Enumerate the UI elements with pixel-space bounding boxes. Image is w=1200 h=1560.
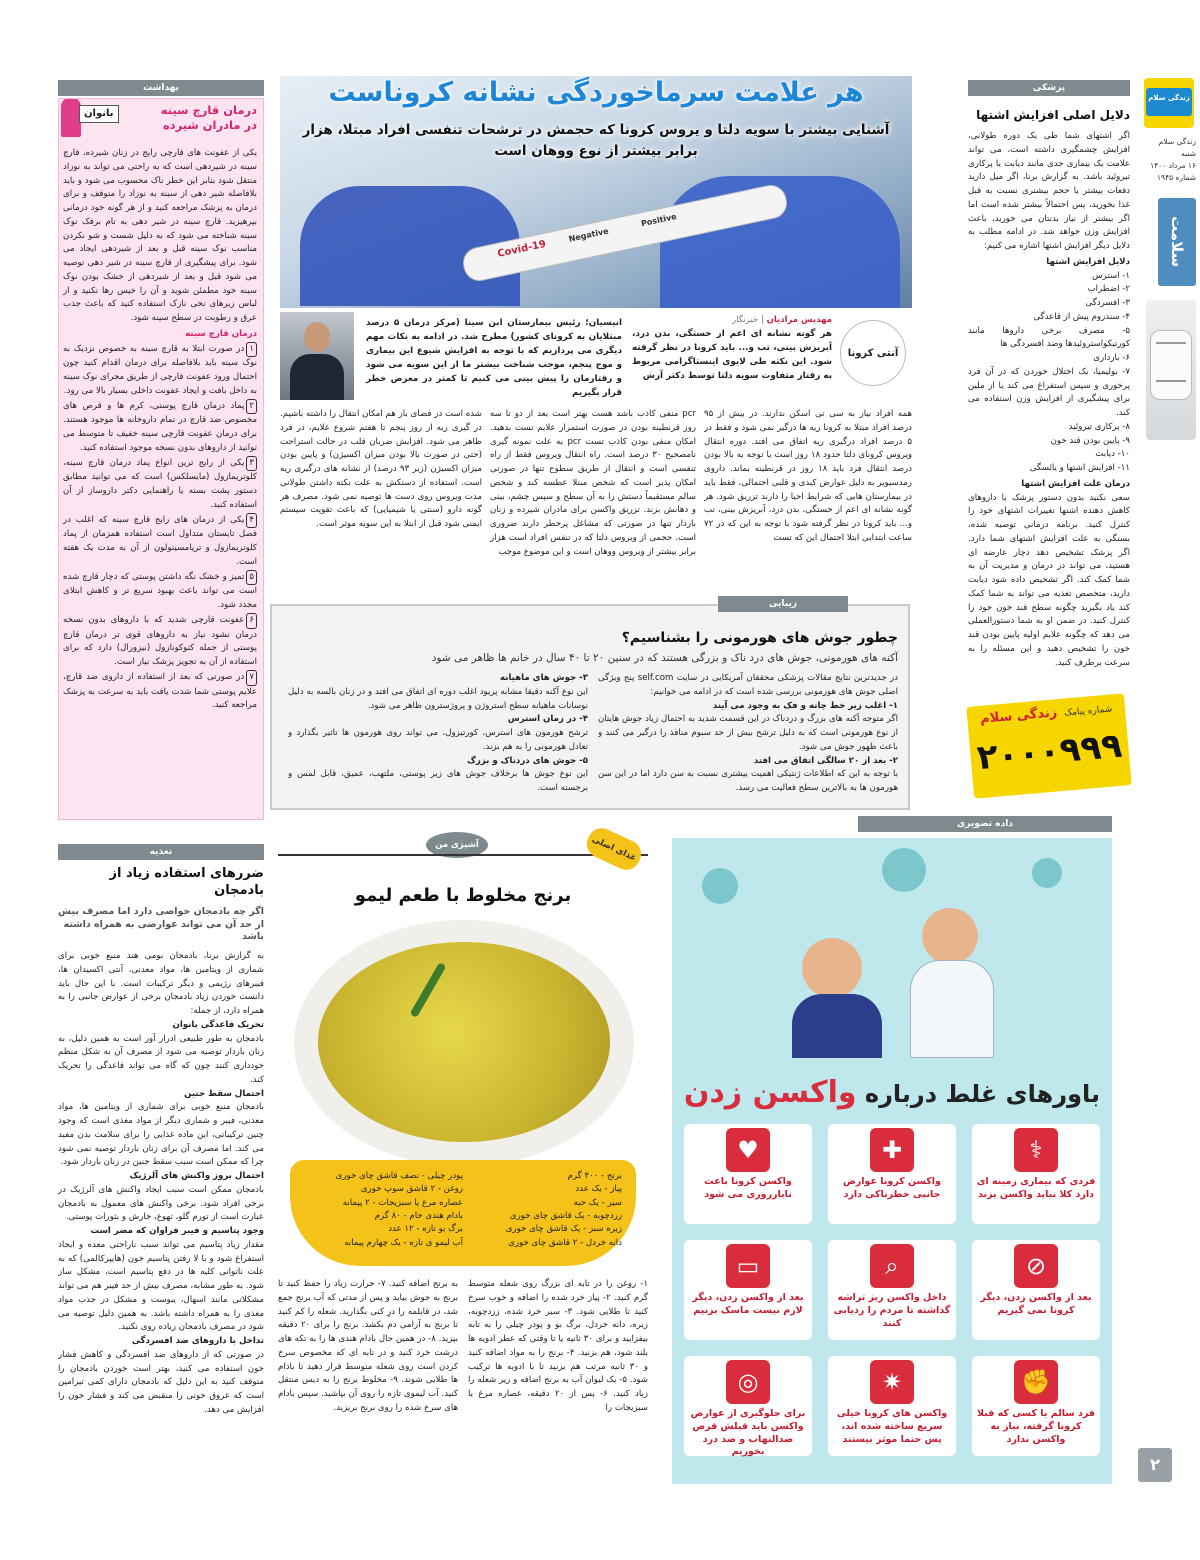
cause-item: ۵- مصرف برخی داروها مانند کورتیکواستروئیدها وضد افسردگی ها xyxy=(968,325,1130,350)
myth-card: ♥ واکسن کرونا باعث نابارروری می شود xyxy=(684,1124,812,1224)
ingredient: پودر چیلی - نصف قاشق چای خوری xyxy=(335,1171,463,1181)
myth-card: ⌕ داخل واکسن ریز تراشه گذاشته تا مردم را ردیابی کنند xyxy=(828,1240,956,1340)
ingredient: سیر - یک حبه xyxy=(573,1197,622,1208)
ingredients-box xyxy=(290,1160,636,1266)
infographic-title-a: باورهای غلط درباره xyxy=(864,1080,1101,1108)
nutrition-title: ضررهای استفاده زیاد از بادمجان xyxy=(109,866,264,898)
myth-icon: ◎ xyxy=(726,1360,770,1404)
women-badge: بانوان xyxy=(79,105,119,123)
food-title: برنج مخلوط با طعم لیمو xyxy=(354,885,572,906)
women-item: ۷در صورتی که بعد از استفاده از داروی ضد قارچ، علایم پوستی شما شدت یافت باید به سرعت به پزشک مراجعه کنید. xyxy=(63,671,257,711)
cause-item: ۴- سندروم پیش از قاعدگی xyxy=(1033,311,1130,322)
myth-card: ✊ فرد سالم یا کسی که قبلا کرونا گرفته، نیاز به واکسن ندارد xyxy=(972,1356,1100,1456)
corona-subhead: آشنایی بیشتر با سویه دلتا و یروس کرونا که حجمش در ترشحات تنفسی افراد مبتلا، هزار برابر بیشتر از نوع ووهان است xyxy=(302,122,890,159)
tube-positive: Positive xyxy=(640,212,678,229)
infographic-title-b: واکسن زدن xyxy=(683,1075,857,1110)
ad-number: ۲۰۰۰۹۹۹ xyxy=(975,725,1124,779)
mask-photo xyxy=(1146,300,1196,440)
women-intro: یکی از عفونت های قارچی رایج در زنان شیرده، قارچ سینه در شیردهی است که به راحتی می تواند به نوزاد منتقل شود بنابر این خطر ناک محسوب می شود و باید بلافاصله شیر دهی از سینه به نوزاد را متوقف و برای درمان به پزشک مراجعه کنید و از هر گونه خود درمانی بپرهیزید. قارچ سینه در شیر دهی به نام برفک نوک سینه شناخته می شود که به دلیل شست و شو نکردن مناسب نوک سینه قبل و بعد از شیردهی ایجاد می شود. برای پیشگیری از قارچ سینه در شیر دهی توصیه می شود قبل و بعد از شیردهی از خشک بودن نوک سینه خود مطمئن شوید و آن را خیس رها نکنید و از لباس زیرهای نخی نازک استفاده کنید که باعث جذب عرق و رطوبت در سطح سینه شود. xyxy=(63,148,257,323)
cause-item: ۹- پایین بودن قند خون xyxy=(1050,435,1130,446)
cause-item: ۱۱- افزایش اشتها و یائسگی xyxy=(1029,463,1130,473)
women-title: درمان قارچ سینه در مادران شیرده xyxy=(160,103,257,132)
ingredient: برگ بو تازه - ۱۲ عدد xyxy=(388,1224,463,1235)
tube-label: Covid-19 xyxy=(496,238,548,260)
women-item: ۵تمیز و خشک نگه داشتن پوستی که دچار قارچ شده است می تواند باعث بهبود سریع تر و کاهش ابتلای مجدد شود. xyxy=(63,571,257,610)
myth-icon: ✚ xyxy=(870,1128,914,1172)
doctor-illustration xyxy=(792,898,1012,1058)
issue-info: زندگی سلام شنبه ۱۶ مرداد ۱۴۰۰ شماره ۱۹۴۵ xyxy=(1150,137,1196,182)
myth-icon: ⌕ xyxy=(870,1244,914,1288)
causes-title: دلایل افزایش اشتها xyxy=(1046,256,1130,267)
treatment-text: سعی نکنید بدون دستور پزشک یا داروهای کاهش دهنده اشتها تغییرات اشتهای خود را کنترل کنید. برنامه درمانی توصیه شده، بستگی به علت افزایش اشتهای شما دارد. اگر پزشک تشخیص دهد دچار عارضه ای هستید، می تواند در درمان و مدیریت آن به شما کمک کند. اگر تشخیص داده شود دیابت دارید، متخصص تغذیه می تواند به شما کمک کند یاد بگیرید چگونه سطح قند خون خود را کنترل کنید. در ضمن او به شما دستورالعملی می دهد که چگونه علایم اولیه پایین بودن قند خون را تشخیص دهید و این مسئله را به سرعت برطرف کنید. xyxy=(968,492,1130,668)
women-item: ۲پماد درمان قارچ پوستی، کرم ها و قرص های مخصوص ضد قارچ در تمام داروخانه ها موجود هستند. برای درمان عفونت قارچی سینه خفیف تا متوسط می توانید از داروهای بدون نسخه موجود استفاده کنید. xyxy=(63,400,257,453)
cause-item: ۱- استرس xyxy=(1092,270,1130,281)
myth-icon: ♥ xyxy=(726,1128,770,1172)
beauty-subtitle: آکنه های هورمونی، جوش های درد ناک و بزرگی هستند که در سنین ۲۰ تا ۴۰ سال در خانم ها ظاهر می شود xyxy=(431,652,898,664)
food-section xyxy=(278,830,648,1490)
recipe-step-1: ۱- روغن را در تابه ای بزرگ روی شعله متوسط گرم کنید. ۲- پیاز خرد شده را اضافه و خوب سرخ کنید تا طلایی شود. ۳- سیر خرد شده، زردچوبه، زیره، دانه خردل، برگ بو و پودر چیلی را به تابه بیفزایید و برای ۳۰ ثانیه یا تا وقتی که عطر ادویه ها بلند شود، هم بزنید. ۴- برنج را به مواد اضافه کنید و ۳۰ ثانیه مرتب هم بزنید تا با ادویه ها ترکیب شود. ۵- یک لیوان آب به برنج اضافه و زیر شعله را زیاد کنید. ۶- پس از ۲۰ دقیقه، عصاره مرغ یا سبزیجات را xyxy=(468,1279,648,1413)
nutrition-subtitle: اگر چه بادمجان خواصی دارد اما مصرف بیش از حد آن می تواند عوارضی به همراه داشته باشد xyxy=(58,905,264,943)
myth-icon: ✷ xyxy=(870,1360,914,1404)
ingredient: زیره سبز - یک قاشق چای خوری xyxy=(505,1224,622,1235)
rice-photo xyxy=(294,920,634,1166)
ingredient: آب لیمو ی تازه - یک چهارم پیمانه xyxy=(344,1237,463,1248)
nutrition-heading: تداخل با داروهای ضد افسردگی xyxy=(131,1336,264,1347)
infographic xyxy=(672,838,1112,1484)
section-tab-beauty: زیبایی xyxy=(718,596,848,612)
ingredient: زردچوبه - یک قاشق چای خوری xyxy=(509,1210,622,1221)
cause-item: ۲- اضطراب xyxy=(1087,284,1130,295)
food-badge: غذای اصلی xyxy=(582,824,645,875)
myth-card: ◎ برای جلوگیری از عوارض واکسن باید قبلش قرص ضدالتهاب و ضد درد بخوریم xyxy=(684,1356,812,1456)
beauty-paragraph: اگر متوجه آکنه های بزرگ و دردناک در این قسمت شدید به احتمال زیاد جوش هایتان از نوع هورمونی است که به دلیل ترشح بیش از حد سبوم منافذ را درگیر می کنند و باعث ظهور جوش می شود. xyxy=(598,714,898,752)
ingredient: پیاز - یک عدد xyxy=(575,1184,622,1195)
cause-item: ۱۰- دیابت xyxy=(1095,449,1130,460)
page-number: ۲ xyxy=(1138,1448,1172,1482)
cause-item: ۶- بارداری xyxy=(1093,353,1130,363)
ingredient: بادام هندی خام - ۸۰ گرم xyxy=(374,1210,463,1221)
myth-card: ✷ واکسن های کرونا خیلی سریع ساخته شده اند، پس حتما موثر نیستند xyxy=(828,1356,956,1456)
nutrition-paragraph: بادمجان منبع خوبی برای شماری از ویتامین ها، مواد معدنی، فیبر و شماری دیگر از مواد مغذی است که وجود چنین ترکیباتی، این ماده غذایی را برای سلامت بدن مفید می کند. اما مصرف آن برای زنان باردار توصیه نمی شود چرا که ممکن است سبب سقط جنین در زنان باردار شود. xyxy=(58,1102,264,1168)
ingredient: برنج - ۴۰۰ گرم xyxy=(567,1171,622,1181)
section-tab-medical: پزشکی xyxy=(968,80,1130,96)
women-item: ۴یکی از درمان های رایج قارچ سینه که اغلب در فصل تابستان متداول است استفاده همزمان از پماد کلوتریمازول و تریامسینولون از آن به مدت یک هفته است. xyxy=(63,514,257,567)
recipe-step-2: به برنج اضافه کنید. ۷- حرارت زیاد را حفظ کنید تا برنج به جوش بیاید و پس از مدتی که آب برنج جمع شد، در قابلمه را درِ کنی بگذارید. شعله را کم کنید تا برنج به آرامی دم بکشد. برنج را برای ۲۰ دقیقه بپزید. ۸- در همین حال بادام هندی ها را به تکه های درشت خرد کنید و در تابه ای که مخصوص سرخ کردن است روی شعله متوسط قرار دهید تا بادام ها طلایی شوند. ۹- مخلوط برنج را به دیس منتقل کنید. آب لیموی تازه را روی آن بپاشید. سپس بادام های سرخ شده را روی برنج بریزید. xyxy=(278,1279,458,1413)
myth-icon: ⊘ xyxy=(1014,1244,1058,1288)
women-item: ۶عفونت قارچی شدید که با داروهای بدون نسخه درمان نشود نیاز به داروهای قوی تر درمان قارچ پوستی از جمله کتوکونازول (نیزورال) دارد که برای استفاده از آن به تجویز پزشک نیاز است. xyxy=(63,614,257,667)
sms-ad xyxy=(966,693,1131,798)
beauty-intro: در جدیدترین نتایج مقالات پزشکی محققان آمریکایی در سایت self.com پنج ویژگی اصلی جوش های هورمونی بررسی شده است که در ادامه می خوانیم: xyxy=(598,673,898,697)
nutrition-heading: احتمال سقط جنین xyxy=(184,1088,264,1099)
corona-col-1: همه افراد نیاز به سی تی اسکن ندارند. در بیش از ۹۵ درصد افراد مبتلا به کرونا ریه ها درگیر نمی شود و فقط در ۵ درصد افراد درگیری ریه اتفاق می افتد. دوره انتقال ویروس کرونای دلتا حدود ۱۸ روز است یا توجه به بالا بودن درصد انتقال فرد باید ۱۸ روز در قرنطینه بماند. داروی رمدسیویر به دلیل عوارض کبدی و قلبی احتمالی، فقط باید در بیمارستان هایی که شرایط احیا را دارند تزریق شود. هر گونه نشانه ای اعم از خستگی، بدن درد، آبریزش بینی، تب و... باید کرونا در نظر گرفته شود با توجه به این که در ۷۲ ساعت ابتدایی ابتلا احتمال این که تست xyxy=(704,409,912,543)
nutrition-heading: احتمال بروز واکنش های آلرژیک xyxy=(129,1171,264,1182)
myth-card: ▭ بعد از واکسن زدن، دیگر لازم نیست ماسک بزنیم xyxy=(684,1240,812,1340)
nutrition-heading: تحریک قاعدگی بانوان xyxy=(172,1019,264,1030)
beauty-paragraph: این نوع جوش ها برخلاف جوش های زیر پوستی، ملتهب، عمیق، قابل لمس و برجسته است. xyxy=(288,769,588,793)
beauty-paragraph: ترشح هورمون های استرس، کورتیزول، می تواند روی هورمون ها تاثیر بگذارد و تعادل هورمونی را به هم بزند. xyxy=(288,728,588,752)
corona-col-3: شده است در فضای باز هم امکان انتقال را داشته باشیم. در گیری ریه از روز پنجم تا هفتم شروع علایم، در فرد ظاهر می شود. افزایش ضربان قلب در حالت استراحت (حتی در صورت بالا بودن میزان اکسیژن) و پایین بودن میزان اکسیژن (زیر ۹۳ درصد) از نشانه های درگیری ریه است. استفاده از دستکش به علت نکته داشتن طولانی مدت ویروس روی دست ها توصیه نمی شود. مصرف هر گونه دارو (سنتی یا شیمیایی) که باعث تقویت سیستم ایمنی شود قبل از ابتلا به این سویه موثر است. xyxy=(280,409,482,529)
nutrition-paragraph: مقدار زیاد پتاسیم می تواند سبب ناراحتی معده و ایجاد استفراغ شود و با لا رفتن پتاسیم خون (هایپرکالمی) که به علت ناتوانی کلیه ها در دفع پتاسیم است، مشکل ساز شود. به طور مشابه، مصرف بیش از حد فیبر هم می تواند مشکلاتی مانند اسهال، یبوست و مشکل در جذب مواد مغذی را به همراه داشته باشد. به همین دلیل توصیه می شود در مصرف بادمجان زیاده روی نکنید. xyxy=(58,1239,264,1333)
ad-brand: زندگی سلام xyxy=(979,705,1058,727)
ingredient: روغن - ۲ قاشق سوپ خوری xyxy=(360,1184,463,1195)
logo: زندگی سلام xyxy=(1144,78,1194,128)
medical-intro: اگر اشتهای شما طی یک دوره طولانی، افزایش چشمگیری داشته است، می تواند علامت یک بیماری جدی مانند دیابت یا پرکاری تیروئید باشد. به گزارش برنا، اگر میل دارید دفعات بیشتر یا حجم بیشتری نسبت به قبل غذا بخورید، پس احتمالاً بیشتر شده است اما اگر بیشتر از نیاز بدنتان می خورید، باعث افزایش وزن خواهد شد. در ادامه مطلب به دلایل دیگر افزایش اشتها اشاره می کنیم: xyxy=(968,131,1130,251)
section-tab-hygiene: بهداشت xyxy=(58,80,264,96)
corona-info-row: آنتی کرونا مهدیس مرادیان | خبرنگار هر گونه نشانه ای اعم از خستگی، بدن درد، آبریزش بینی، تب و... باید کرونا در نظر گرفته شود. این نکته طی لایوی اینستاگرامی مربوط به رفتار متفاوت سویه دلتا توسط دکتر آرش انیسیان؛ رئیس بیمارستان ابن سینا (مرکز درمان ۵ درصد مبتلایان به کرونای کشور) مطرح شد. در ادامه به نکات مهم دیگری می پردازیم که با توجه به افزایش شیوع این بیماری و موج پنجم، موجب شناخت بیشتر ما از این سویه می شود و رفتارمان را پیش بینی می کنیم تا کمتر در معرض خطر قرار بگیریم xyxy=(280,312,912,402)
nutrition-section xyxy=(58,866,264,1486)
food-tab: آشپزی من xyxy=(426,832,488,858)
nutrition-paragraph: در صورتی که از داروهای ضد افسردگی و کاهش فشار خون استفاده می کنید، بهتر است خوردن بادمجان را متوقف کنید به این دلیل که بادمجان دارای کمی تیرامین است که عروق خونی را منقبض می کند و فشار خون را افزایش می دهد. xyxy=(58,1349,264,1415)
treatment-title: درمان علت افزایش اشتها xyxy=(1021,478,1130,489)
cause-item: ۳- افسردگی xyxy=(1085,298,1130,308)
author-name: مهدیس مرادیان xyxy=(766,315,832,325)
ingredient: دانه خردل - ۲ قاشق چای خوری xyxy=(508,1237,622,1248)
nutrition-heading: وجود پتاسیم و فیبر فراوان که مضر است xyxy=(90,1226,264,1237)
corona-col-2: pcr منفی کاذب باشد هست بهتر است بعد از دو تا سه روز قرنطینه بودن در صورت استمرار علایم تست بدهید. امکان منفی بودن کاذب تست pcr به علت نمونه گیری نامصحیح ۳۰ درصد است. راه انتقال ویروس فقط از راه تنفسی است و انتقال از طریق سطوح تنها در صورتی امکان پذیر است که شخص مبتلا عطسه کند و شخص سالم مستقیماً دستش را به آن سطح و سپس چشم، بینی و دهانش بزند. تزریق واکسن برای مادران شیرده و زنان باردار تنها در صورتی که مشاغل پرخطر دارند ضروری است. حجمی از ویروس دلتا که در تنفس افراد است هزار برابر بیشتر از ویروس ووهان است و این موضوع موجب xyxy=(490,409,696,557)
women-treatment-title: درمان قارچ سینه xyxy=(185,328,257,339)
myth-card: ⚕ فردی که بیماری زمینه ای دارد کلا نباید واکسن بزند xyxy=(972,1124,1100,1224)
corona-badge: آنتی کرونا xyxy=(840,320,906,386)
cause-item: ۸- پرکاری تیروئید xyxy=(1068,421,1130,432)
beauty-paragraph: با توجه به این که اطلاعات ژنتیکی اهمیت بیشتری نسبت به سن دارد اما در این سن هورمون ها به بالاترین سطح فعالیت می رسد. xyxy=(598,769,898,793)
beauty-heading: ۱- اغلب زیر خط چانه و فک به وجود می آیند xyxy=(712,700,898,711)
nutrition-paragraph: بادمجان ممکن است سبب ایجاد واکنش های آلرژیک در برخی افراد شود. برخی واکنش های معمول به بادمجان عبارت است از تورم گلو، تهوع، خارش و بثورات پوستی. xyxy=(58,1184,264,1223)
nutrition-intro: به گزارش برنا، بادمجان بومی هند منبع خوبی برای شماری از ویتامین ها، مواد معدنی، آنتی اکسیدان ها، فیبرهای رژیمی و دیگر ترکیبات است. با این حال باید دانست خوردن زیاد بادمجان برخی از عوارض جانبی را به همراه دارد، از جمله: xyxy=(58,951,264,1017)
author-role: خبرنگار xyxy=(732,315,759,325)
ingredient: عصاره مرغ یا سبزیجات - ۲ پیمانه xyxy=(342,1197,463,1208)
beauty-heading: ۳- جوش های ماهیانه xyxy=(500,673,588,683)
women-item: ۳یکی از رایج ترین انواع پماد درمان قارچ سینه، کلوتریمازول (مایسلکس) است که می توانید مطابق دستور پشت بسته یا راهنمایی دکتر داروساز از آن استفاده کنید. xyxy=(63,457,257,510)
tube-negative: Negative xyxy=(567,226,610,244)
women-icon-badge xyxy=(58,98,131,141)
myth-card: ✚ واکسن کرونا عوارض جانبی خطرناکی دارد xyxy=(828,1124,956,1224)
corona-lead: هر گونه نشانه ای اعم از خستگی، بدن درد، آبریزش بینی، تب و... باید کرونا در نظر گرفته شود. این نکته طی لایوی اینستاگرامی مربوط به رفتار متفاوت سویه دلتا توسط دکتر آرش xyxy=(632,329,832,382)
myth-icon: ✊ xyxy=(1014,1360,1058,1404)
beauty-title: چطور جوش های هورمونی را بشناسیم؟ xyxy=(621,630,898,646)
myth-card: ⊘ بعد از واکسن زدن، دیگر کرونا نمی گیریم xyxy=(972,1240,1100,1340)
beauty-heading: ۵- جوش های دردناک و بزرگ xyxy=(467,755,588,766)
beauty-heading: ۴- در زمان استرس xyxy=(507,714,588,725)
myth-icon: ⚕ xyxy=(1014,1128,1058,1172)
myth-icon: ▭ xyxy=(726,1244,770,1288)
medical-title: دلایل اصلی افزایش اشتها xyxy=(976,108,1130,122)
women-section xyxy=(58,98,264,820)
cause-item: ۷- بولیمیا، یک اختلال خوردن که در آن فرد پرخوری و سپس استفراغ می کند یا از ملین برای پیشگیری از افزایش وزن استفاده می کند. xyxy=(968,366,1130,418)
corona-bio: انیسیان؛ رئیس بیمارستان ابن سینا (مرکز درمان ۵ درصد مبتلایان به کرونای کشور) مطرح شد. در ادامه به نکات مهم دیگری می پردازیم که با توجه به افزایش شیوع این بیماری و موج پنجم، موجب شناخت بیشتر ما از این سویه می شود و رفتارمان را پیش بینی می کنیم تا کمتر در معرض خطر قرار بگیریم xyxy=(366,318,622,399)
beauty-section xyxy=(270,599,910,810)
corona-headline: هر علامت سرماخوردگی نشانه کروناست xyxy=(328,77,864,108)
masthead xyxy=(1136,70,1200,1490)
ad-label: شماره پیامک xyxy=(1063,704,1113,719)
section-tab-infographic: داده تصویری xyxy=(858,816,1112,832)
virus-decor xyxy=(702,868,738,904)
section-tab-nutrition: تغذیه xyxy=(58,844,264,860)
beauty-paragraph: این نوع آکنه دقیقا مشابه پریود اغلب دوره ای اتفاق می افتد و در زنان بالسه به دلیل نوسانات ماهیانه سطح استروژن و پروژسترون ظاهر می شود. xyxy=(288,686,588,711)
doctor-photo xyxy=(280,312,354,400)
section-banner: سلامت xyxy=(1158,198,1196,286)
beauty-heading: ۲- بعد از ۲۰ سالگی اتفاق می افتد xyxy=(753,755,898,766)
nutrition-paragraph: بادمجان به طور طبیعی ادرار آور است به همین دلیل، به زنان باردار توصیه می شود از مصرف آن به شکل منظم خودداری کنند چون که گاه می تواند قاعدگی را تحریک کند. xyxy=(58,1033,264,1085)
women-item: ۱در صورت ابتلا به قارچ سینه به خصوص نزدیک به نوک سینه باید بلافاصله برای درمان اقدام کنید چون احتمال ورود عفونت قارچی از طریق مجرای نوک سینه به داخل بافت و ایجاد عفونت داخلی بسیار بالا می رود. xyxy=(63,343,257,396)
